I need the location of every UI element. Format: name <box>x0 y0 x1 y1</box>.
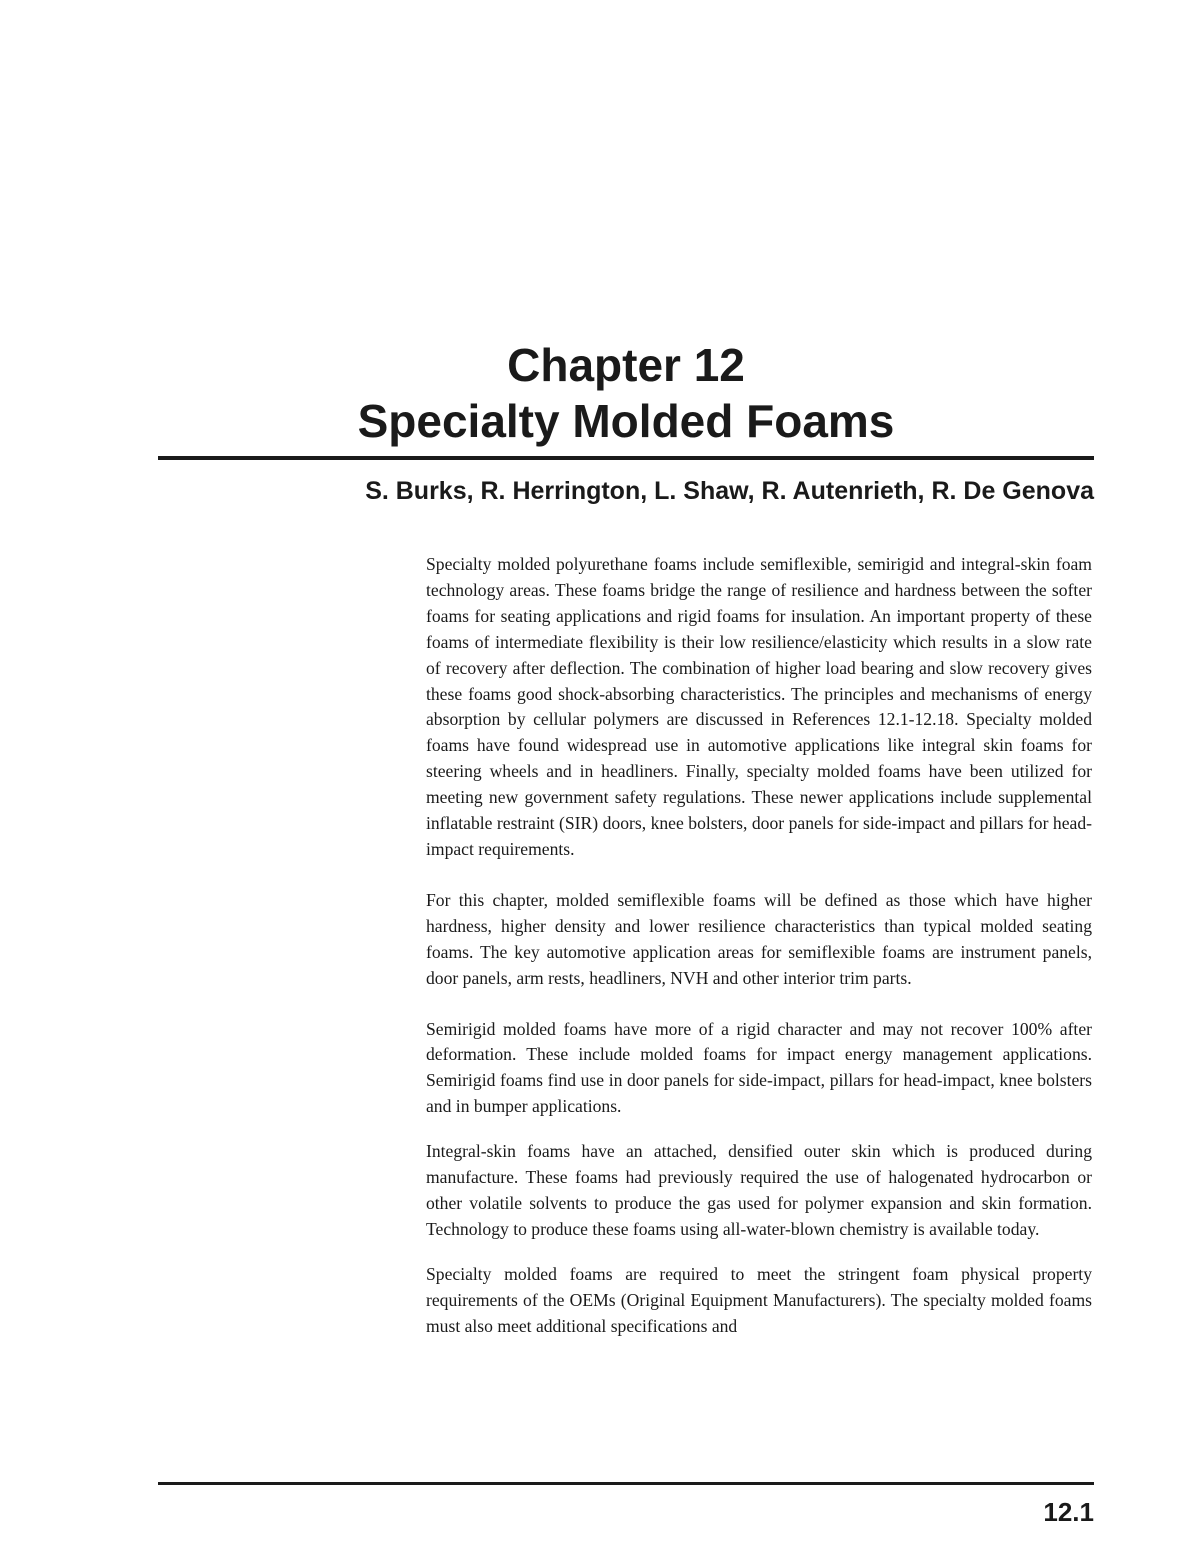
chapter-title: Specialty Molded Foams <box>357 395 895 447</box>
chapter-number: Chapter 12 <box>507 339 745 391</box>
footer-divider-rule <box>158 1482 1094 1485</box>
body-paragraph: Integral-skin foams have an attached, densified outer skin which is produced during manufacture. These foams had previously required the use of halogenated hydrocarbon or other volatile solvents to produce the gas used for polymer expansion and skin formation. Technology to produce these foams using all-water-blown chemistry is available today. <box>426 1141 1092 1239</box>
title-divider-rule <box>158 456 1094 460</box>
body-paragraph: Specialty molded polyurethane foams include semiflexible, semirigid and integral-skin foam technology areas. These foams bridge the range of resilience and hardness between the softer foams for seating applications and rigid foams for insulation. An important property of these foams of intermediate flexibility is their low resilience/elasticity which results in a slow rate of recovery after deflection. The combination of higher load bearing and slow recovery gives these foams good shock-absorbing characteristics. The principles and mechanisms of energy absorption by cellular polymers are discussed in References 12.1-12.18. Specialty molded foams have found widespread use in automotive applications like integral skin foams for steering wheels and in headliners. Finally, specialty molded foams have been utilized for meeting new government safety regulations. These newer applications include supplemental inflatable restraint (SIR) doors, knee bolsters, door panels for side-impact and pillars for head-impact requirements. <box>426 554 1092 859</box>
body-paragraph: Specialty molded foams are required to meet the stringent foam physical property requirements of the OEMs (Original Equipment Manufacturers). The specialty molded foams must also meet additional specifications and <box>426 1263 1092 1336</box>
chapter-authors: S. Burks, R. Herrington, L. Shaw, R. Autenrieth, R. De Genova <box>365 477 1094 505</box>
page-number: 12.1 <box>1043 1497 1094 1527</box>
body-paragraph: Semirigid molded foams have more of a rigid character and may not recover 100% after deformation. These include molded foams for impact energy management applications. Semirigid foams find use in door panels for side-impact, pillars for head-impact, knee bolsters and in bumper applications. <box>426 1018 1092 1117</box>
body-paragraph: For this chapter, molded semiflexible foams will be defined as those which have higher hardness, higher density and lower resilience characteristics than typical molded seating foams. The key automotive application areas for semiflexible foams are instrument panels, door panels, arm rests, headliners, NVH and other interior trim parts. <box>426 889 1092 988</box>
chapter-body <box>426 552 1092 1339</box>
